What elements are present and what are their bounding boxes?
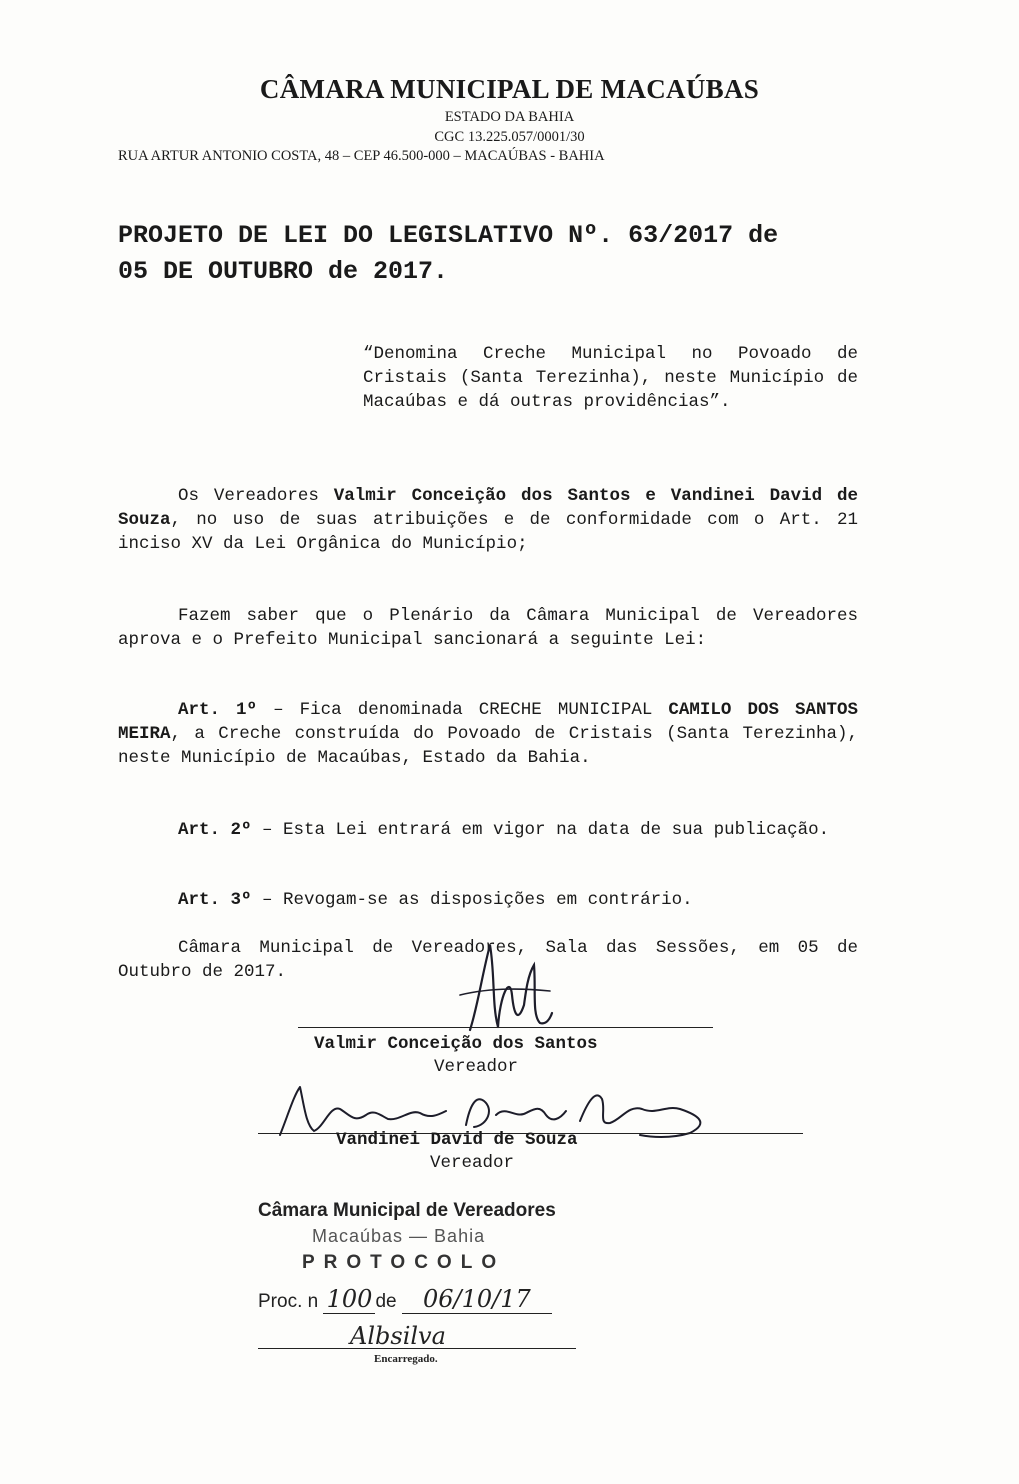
preamble-names: Valmir Conceição dos Santos e Vandinei David de Souza (118, 486, 858, 530)
enactment-paragraph: Fazem saber que o Plenário da Câmara Municipal de Vereadores aprova e o Prefeito Municipal sancionará a seguinte Lei: (118, 606, 858, 650)
stamp-role: Encarregado. (374, 1353, 438, 1365)
bill-summary: “Denomina Creche Municipal no Povoado de Cristais (Santa Terezinha), neste Município de Macaúbas e dá outras providências”. (363, 344, 858, 412)
article-3-label: Art. 3º (178, 890, 252, 910)
signature-1-role: Vereador (434, 1057, 519, 1077)
letterhead-cgc: CGC 13.225.057/0001/30 (434, 129, 585, 145)
article-2-text: – Esta Lei entrará em vigor na data de sua publicação. (251, 820, 830, 840)
bill-title-line-1: PROJETO DE LEI DO LEGISLATIVO Nº. 63/2017 de (118, 221, 779, 250)
signature-2-name: Vandinei David de Souza (336, 1130, 578, 1150)
signature-2-role: Vereador (430, 1153, 515, 1173)
preamble-lead: Os Vereadores (178, 486, 334, 506)
article-1 (118, 698, 858, 770)
bill-title (118, 218, 878, 290)
article-1-text-b: , a Creche construída do Povoado de Cristais (Santa Terezinha), neste Município de Macaúbas, Estado da Bahia. (118, 724, 858, 768)
signature-1-line (298, 1027, 713, 1028)
signature-1-name: Valmir Conceição dos Santos (314, 1034, 598, 1054)
article-2 (118, 818, 858, 842)
letterhead-address: RUA ARTUR ANTONIO COSTA, 48 – CEP 46.500-000 – MACAÚBAS - BAHIA (118, 148, 605, 164)
letterhead-title: CÂMARA MUNICIPAL DE MACAÚBAS (259, 74, 760, 104)
stamp-date: 06/10/17 (402, 1285, 552, 1314)
letterhead-state: ESTADO DA BAHIA (444, 109, 575, 125)
article-2-label: Art. 2º (178, 820, 252, 840)
stamp-signature-line (258, 1348, 576, 1349)
article-1-text-a: – Fica denominada CRECHE MUNICIPAL (257, 700, 669, 720)
stamp-signature: Albsilva (350, 1322, 446, 1350)
stamp-city: Macaúbas — Bahia (312, 1226, 486, 1246)
stamp-institution: Câmara Municipal de Vereadores (258, 1200, 556, 1221)
stamp-proc-row (258, 1285, 552, 1314)
article-1-name: CAMILO DOS SANTOS MEIRA (118, 700, 859, 744)
article-3-text: – Revogam-se as disposições em contrário. (251, 890, 693, 910)
stamp-date-label: de (375, 1291, 397, 1312)
stamp-proc-number: 100 (323, 1285, 375, 1314)
article-3 (118, 888, 858, 912)
stamp-protocol: PROTOCOLO (302, 1252, 506, 1273)
article-1-label: Art. 1º (178, 700, 258, 720)
bill-title-line-2: 05 DE OUTUBRO de 2017. (118, 257, 449, 286)
closing-paragraph: Câmara Municipal de Vereadores, Sala das Sessões, em 05 de Outubro de 2017. (118, 938, 858, 982)
preamble-paragraph (118, 484, 858, 556)
stamp-proc-label: Proc. n (258, 1291, 319, 1312)
preamble-rest: , no uso de suas atribuições e de conformidade com o Art. 21 inciso XV da Lei Orgânica do Município; (118, 510, 858, 554)
signature-1-handwriting (440, 935, 560, 1035)
